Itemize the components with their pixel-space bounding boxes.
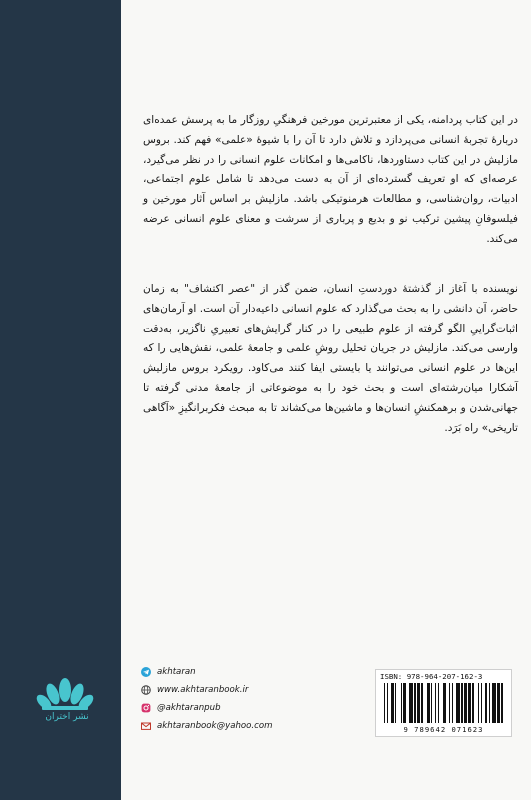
- contact-website[interactable]: [141, 681, 301, 699]
- blurb-paragraph-1: در این کتاب پردامنه، یکی از معتبرترین مورخین فرهنگیِ روزگار ما به پرسش عمده‌ای دربارهٔ تجربهٔ انسانی می‌پردازد و تلاش دارد تا آن را با شیوهٔ «علمی» فهم کند. بروس مازلیش در این کتاب دستاوردها، ناکامی‌ها و امکانات علوم انسانی را در نظر می‌گیرد، عرصه‌ای که او تعریف گسترده‌ای از آن به دست می‌دهد تا شامل علوم اجتماعی، ادبیات، روان‌شناسی، و مطالعات هرمنوتیکی باشد. مازلیش بر اساس آثار مورخین و فیلسوفانِ پیشین ترکیب نو و بدیع و پرباری از سرشت و معنای علوم انسانی عرضه می‌کند.: [143, 114, 518, 245]
- globe-icon: [141, 685, 151, 695]
- instagram-icon: [141, 703, 151, 713]
- contact-instagram[interactable]: [141, 699, 301, 717]
- isbn-barcode-box: [375, 669, 512, 737]
- contact-text: @akhtaranpub: [157, 703, 221, 713]
- contact-text: akhtaran: [157, 667, 196, 677]
- telegram-icon: [141, 667, 151, 677]
- publisher-contacts: [141, 663, 301, 735]
- contact-text: akhtaranbook@yahoo.com: [157, 721, 273, 731]
- blurb-paragraph-2: نویسنده با آغاز از گذشتهٔ دوردستِ انسان، ضمن گذر از "عصر اکتشاف" به زمان حاضر، آن دانشی را به بحث می‌گذارد که علوم انسانی داعیه‌دار آن است. او آرمان‌های اثبات‌گراییِ الگو گرفته از علوم طبیعی را در کنار گرایش‌های تعبیریِ ناگزیر، به‌دقت وارسی می‌کند. مازلیش در جریان تحلیل روشِ علمی و جامعهٔ علمی، نقش‌هایی را که این‌ها در علوم انسانی می‌توانند یا بایستی ایفا کنند می‌کاود. رویکرد بروس مازلیش آشکارا میان‌رشته‌ای است و بحث خود را به موضوعاتی از جامعهٔ مدنی گرفته تا جهانی‌شدن و برهمکنشِ انسان‌ها و ماشین‌ها می‌کشاند تا به مبحث فکربرانگیزِ «آگاهی تاریخی» راه بَرَد.: [143, 283, 518, 434]
- contact-telegram[interactable]: [141, 663, 301, 681]
- contact-email[interactable]: [141, 717, 301, 735]
- barcode-bars: [384, 683, 504, 723]
- barcode-bar: [503, 683, 504, 723]
- isbn-label: ISBN: 978-964-207-162-3: [380, 672, 483, 681]
- barcode-digits: 9 789642 071623: [403, 725, 484, 734]
- contact-text: www.akhtaranbook.ir: [157, 685, 249, 695]
- publisher-name: نشر اختران: [45, 712, 89, 722]
- email-icon: [141, 721, 151, 731]
